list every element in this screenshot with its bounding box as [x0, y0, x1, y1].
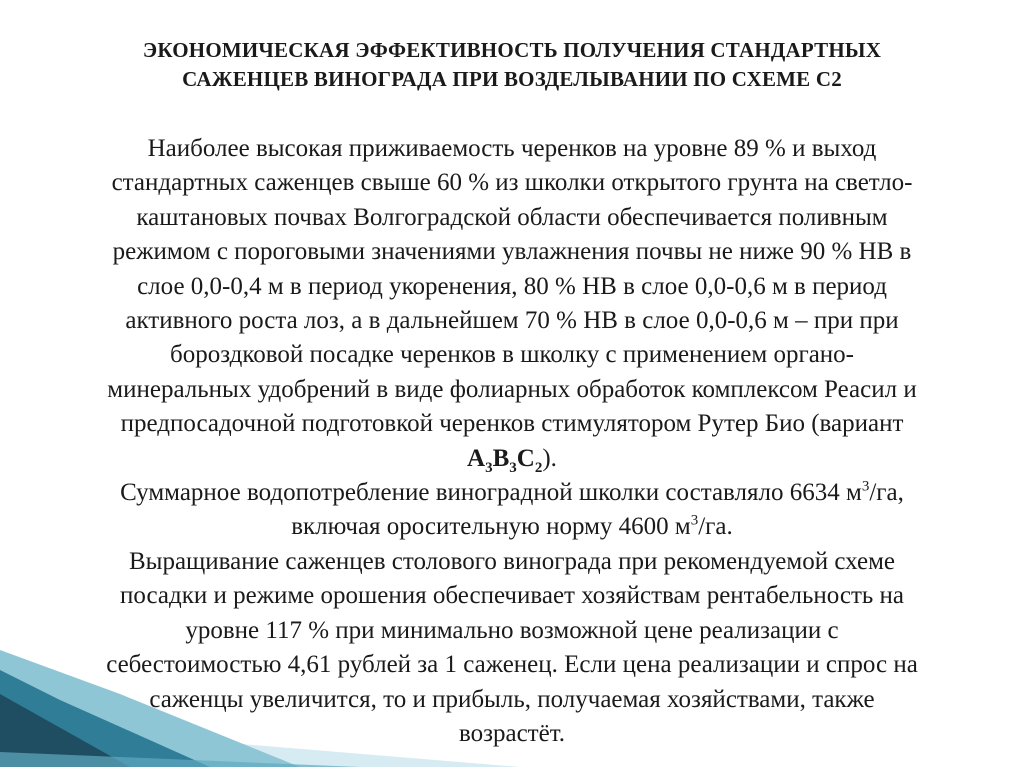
- variant-a: А: [467, 444, 486, 472]
- body-line: посадки и режиме орошения обеспечивает хозяйствам рентабельность на: [119, 582, 905, 610]
- title-line: САЖЕНЦЕВ ВИНОГРАДА ПРИ ВОЗДЕЛЫВАНИИ ПО СХЕМЕ С2: [182, 67, 842, 91]
- unit-superscript: 3: [690, 513, 699, 530]
- variant-formula: [40, 442, 984, 476]
- unit-superscript: 3: [861, 478, 870, 495]
- irrigation-norm-line: [40, 510, 984, 544]
- body-line: стандартных саженцев свыше 60 % из школки открытого грунта на светло-: [111, 169, 913, 197]
- body-line: каштановых почвах Волгоградской области обеспечивается поливным: [136, 203, 888, 231]
- title-line: ЭКОНОМИЧЕСКАЯ ЭФФЕКТИВНОСТЬ ПОЛУЧЕНИЯ СТАНДАРТНЫХ: [142, 38, 882, 62]
- irrigation-norm-text: включая оросительную норму 4600 м: [291, 513, 691, 541]
- body-line: Выращивание саженцев столового винограда при рекомендуемой схеме: [128, 547, 896, 575]
- body-line: режимом с пороговыми значениями увлажнения почвы не ниже 90 % НВ в: [112, 238, 912, 266]
- body-line: саженцы увеличится, то и прибыль, получаемая хозяйствами, также: [149, 685, 875, 713]
- variant-c-sub: 2: [534, 459, 543, 476]
- body-line: бороздковой посадке черенков в школку с применением органо-: [169, 341, 854, 369]
- body-line: минеральных удобрений в виде фолиарных обработок комплексом Реасил и: [107, 375, 917, 403]
- variant-b: В: [492, 444, 510, 472]
- body-line: возрастёт.: [458, 719, 566, 747]
- water-consumption-unit: /га,: [869, 479, 904, 507]
- slide-title: [40, 36, 984, 94]
- body-line: предпосадочной подготовкой черенков стимулятором Рутер Био (вариант: [120, 410, 904, 438]
- body-line: себестоимостью 4,61 рублей за 1 саженец. Если цена реализации и спрос на: [106, 651, 918, 679]
- variant-a-sub: 3: [485, 459, 493, 476]
- water-consumption-text: Суммарное водопотребление виноградной школки составляло 6634 м: [120, 479, 862, 507]
- variant-b-sub: 3: [509, 459, 517, 476]
- water-consumption-line: [40, 476, 984, 510]
- body-line: Наиболее высокая приживаемость черенков на уровне 89 % и выход: [147, 135, 877, 162]
- slide-body: [40, 132, 984, 751]
- irrigation-norm-unit: /га.: [698, 513, 733, 541]
- variant-close: ).: [542, 444, 557, 472]
- variant-c: С: [516, 444, 535, 472]
- body-line: уровне 117 % при минимально возможной цене реализации с: [185, 616, 839, 644]
- body-line: слое 0,0-0,4 м в период укоренения, 80 % НВ в слое 0,0-0,6 м в период: [137, 272, 887, 300]
- body-line: активного роста лоз, а в дальнейшем 70 % НВ в слое 0,0-0,6 м – при при: [125, 307, 899, 335]
